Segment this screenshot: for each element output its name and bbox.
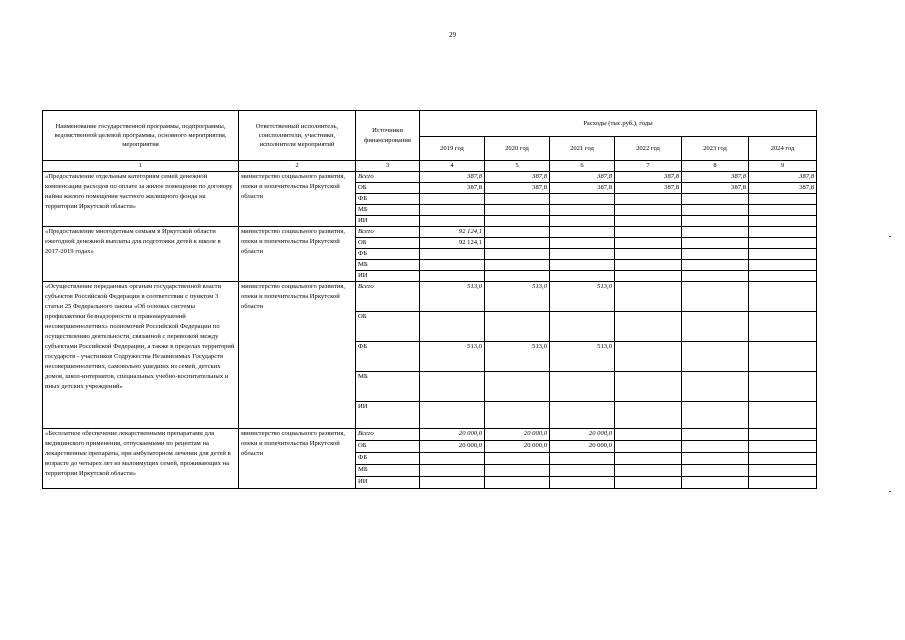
expense-value [682,260,749,271]
source-row [43,282,817,312]
expense-value [485,216,550,227]
responsible-executor: министерство социального развития, опеки и попечительства Иркутской области [239,429,356,489]
column-number: 4 [420,161,485,172]
header-row [43,111,817,137]
expense-value: 387,8 [615,172,682,183]
expense-value: 387,8 [615,183,682,194]
funding-source-label: МБ [356,205,420,216]
scan-edge-mark [889,236,891,237]
source-row [43,429,817,441]
expense-value [550,238,615,249]
program-activity-name: «Предоставление многодетным семьям в Иркутской области ежегодной денежной выплаты для подготовки детей к школе в 2017-2019 годах» [43,227,239,282]
expense-value: 513,0 [420,282,485,312]
expense-value [485,238,550,249]
expense-value [749,249,817,260]
expense-value [485,402,550,429]
expense-value: 387,8 [420,172,485,183]
expense-value: 92 124,1 [420,227,485,238]
expense-value [420,477,485,489]
expense-value [615,249,682,260]
expense-value [615,402,682,429]
expense-value [420,271,485,282]
expense-value: 513,0 [485,342,550,372]
funding-source-label: ФБ [356,453,420,465]
column-number: 6 [550,161,615,172]
expense-value: 20 000,0 [485,441,550,453]
page-number: 29 [449,31,456,39]
expense-value [615,465,682,477]
expense-value [682,372,749,402]
expense-value: 387,8 [550,183,615,194]
responsible-executor: министерство социального развития, опеки и попечительства Иркутской области [239,282,356,429]
funding-source-label: ФБ [356,249,420,260]
expense-value [749,260,817,271]
expense-value: 387,8 [682,172,749,183]
budget-table [42,110,817,489]
funding-source-label: ОБ [356,183,420,194]
funding-source-label: ФБ [356,194,420,205]
expense-value [485,453,550,465]
expense-value [420,453,485,465]
expense-value [749,429,817,441]
expense-value [420,205,485,216]
expense-value: 387,8 [749,172,817,183]
expense-value: 387,8 [550,172,615,183]
expense-value [420,260,485,271]
column-numbers-row [43,161,817,172]
expense-value [682,342,749,372]
expense-value [550,216,615,227]
expense-value [550,205,615,216]
expense-value [550,312,615,342]
header-executor: Ответственный исполнитель, соисполнители, участники, исполнители мероприятий [239,111,356,161]
expense-value [749,312,817,342]
expense-value [550,477,615,489]
expense-value [749,227,817,238]
header-year: 2023 год [682,137,749,161]
header-funding-source: Источники финансирования [356,111,420,161]
expense-value [550,465,615,477]
expense-value [615,238,682,249]
expense-value [615,312,682,342]
column-number: 7 [615,161,682,172]
expense-value [749,205,817,216]
expense-value [682,282,749,312]
expense-value [550,194,615,205]
expense-value [615,260,682,271]
expense-value [749,216,817,227]
expense-value: 387,8 [485,183,550,194]
expense-value [420,194,485,205]
expense-value [682,312,749,342]
header-program-name: Наименование государственной программы, подпрограммы, ведомственной целевой программы, основного мероприятия, мероприятия [43,111,239,161]
column-number: 9 [749,161,817,172]
expense-value [485,249,550,260]
expense-value [550,453,615,465]
column-number: 3 [356,161,420,172]
expense-value: 20 000,0 [420,429,485,441]
expense-value [682,453,749,465]
expense-value [682,227,749,238]
expense-value: 387,8 [749,183,817,194]
scan-edge-mark [889,491,891,492]
expense-value [485,260,550,271]
expense-value [682,441,749,453]
expense-value [420,465,485,477]
expense-value: 20 000,0 [550,441,615,453]
expense-value: 513,0 [550,342,615,372]
expense-value [485,312,550,342]
expense-value [550,227,615,238]
expense-value [485,205,550,216]
expense-value: 513,0 [550,282,615,312]
funding-source-label: ОБ [356,312,420,342]
funding-source-label: ИИ [356,402,420,429]
expense-value [682,216,749,227]
expense-value [550,260,615,271]
column-number: 1 [43,161,239,172]
funding-source-label: ОБ [356,238,420,249]
expense-value: 20 000,0 [550,429,615,441]
column-number: 2 [239,161,356,172]
expense-value [615,205,682,216]
expense-value [615,342,682,372]
column-number: 8 [682,161,749,172]
expense-value [682,238,749,249]
expense-value: 387,8 [485,172,550,183]
expense-value: 387,8 [420,183,485,194]
column-number: 5 [485,161,550,172]
expense-value: 513,0 [420,342,485,372]
table-body [43,172,817,489]
expense-value [749,282,817,312]
expense-value [615,282,682,312]
expense-value [615,194,682,205]
program-activity-name: «Предоставление отдельным категориям семей денежной компенсации расходов по оплате за жилое помещение по договору найма жилого помещения частного жилищного фонда на территории Иркутской области» [43,172,239,227]
funding-source-label: Всего [356,429,420,441]
funding-source-label: МБ [356,372,420,402]
expense-value [615,271,682,282]
expense-value: 20 000,0 [485,429,550,441]
header-year: 2024 год [749,137,817,161]
expense-value [749,238,817,249]
expense-value [682,465,749,477]
expense-value [485,227,550,238]
expense-value [615,227,682,238]
expense-value [485,465,550,477]
expense-value [485,477,550,489]
expense-value [682,402,749,429]
funding-source-label: Всего [356,227,420,238]
expense-value: 92 124,1 [420,238,485,249]
expense-value [749,342,817,372]
expense-value [682,429,749,441]
expense-value [485,271,550,282]
funding-source-label: ФБ [356,342,420,372]
expense-value [550,372,615,402]
expense-value [682,477,749,489]
expense-value [682,205,749,216]
expense-value [749,453,817,465]
expense-value [420,216,485,227]
expense-value [682,194,749,205]
funding-source-label: ИИ [356,271,420,282]
funding-source-label: Всего [356,172,420,183]
header-expenses: Расходы (тыс.руб.), годы [420,111,817,137]
expense-value [682,249,749,260]
responsible-executor: министерство социального развития, опеки и попечительства Иркутской области [239,227,356,282]
expense-value [749,372,817,402]
expense-value: 387,8 [682,183,749,194]
expense-value [550,271,615,282]
expense-value [420,312,485,342]
funding-source-label: ИИ [356,216,420,227]
expense-value [749,194,817,205]
expense-value [420,402,485,429]
funding-source-label: МБ [356,260,420,271]
header-year: 2022 год [615,137,682,161]
expense-value [749,402,817,429]
program-activity-name: «Осуществление переданных органам государственной власти субъектов Российской Федерации в соответствии с пунктом 3 статьи 25 Федерального закона «Об основах системы профилактики безнадзорности и правонарушений несовершеннолетних» полномочий Российской Федерации по осуществлению деятельности, связанной с перевозкой между субъектами Российской Федерации, а также в пределах территорий государств - участников Содружества Независимых Государств несовершеннолетних, самовольно ушедших из семей, детских домов, школ-интернатов, специальных учебно-воспитательных и иных детских учреждений» [43,282,239,429]
program-activity-name: «Бесплатное обеспечение лекарственными препаратами для медицинского применения, отпускаемыми по рецептам на лекарственные препараты, при амбулаторном лечении для детей в возрасте до четырех лет из малоимущих семей, проживающих на территории Иркутской области» [43,429,239,489]
expense-value: 513,0 [485,282,550,312]
expense-value [749,271,817,282]
responsible-executor: министерство социального развития, опеки и попечительства Иркутской области [239,172,356,227]
expense-value [615,372,682,402]
funding-source-label: ОБ [356,441,420,453]
header-year: 2019 год [420,137,485,161]
expense-value: 20 000,0 [420,441,485,453]
expense-value [749,441,817,453]
source-row [43,227,817,238]
funding-source-label: МБ [356,465,420,477]
expense-value [550,402,615,429]
expense-value [550,249,615,260]
expense-value [420,372,485,402]
funding-source-label: Всего [356,282,420,312]
expense-value [615,429,682,441]
header-year: 2020 год [485,137,550,161]
expense-value [485,194,550,205]
expense-value [615,216,682,227]
source-row [43,172,817,183]
header-year: 2021 год [550,137,615,161]
expense-value [615,477,682,489]
expense-value [682,271,749,282]
expense-value [420,249,485,260]
expense-value [749,477,817,489]
expense-value [485,372,550,402]
funding-source-label: ИИ [356,477,420,489]
expense-value [749,465,817,477]
expense-value [615,453,682,465]
expense-value [615,441,682,453]
